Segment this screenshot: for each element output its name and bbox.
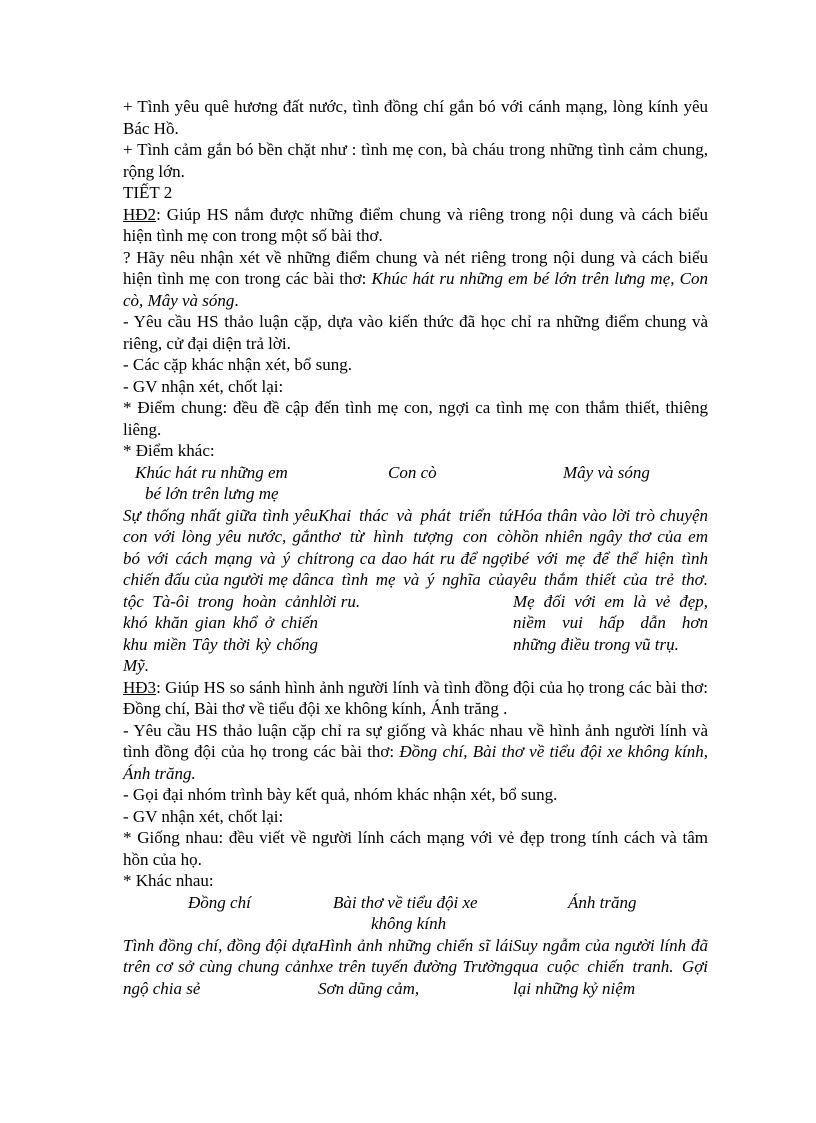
table1-cell-3: Hóa thân vào lời trò chuyện hồn nhiên ngây thơ của em bé với mẹ để thể hiện tình yêu thắm thiết của trẻ thơ. Mẹ đối với em là vẻ đẹp, niềm vui hấp dẫn hơn những điều trong vũ trụ. — [513, 505, 708, 654]
hd3-poems: Đồng chí, Bài thơ về tiểu đội xe không kính, Ánh trăng. — [123, 742, 708, 783]
common-points: * Điểm chung: đều đề cập đến tình mẹ con, ngợi ca tình mẹ con thắm thiết, thiêng liêng. — [123, 398, 708, 439]
table1-header-1: Khúc hát ru những em — [135, 462, 288, 482]
instruction-pairs: - Các cặp khác nhận xét, bổ sung. — [123, 355, 352, 374]
hd3-instruction-text: - Yêu cầu HS thảo luận cặp chỉ ra sự giống và khác nhau về hình ảnh người lính và tình đồng đội của họ trong các bài thơ: — [123, 720, 708, 761]
table2-cell-1: Tình đồng chí, đồng đội dựa trên cơ sở cùng chung cảnh ngộ chia sẻ — [123, 935, 318, 998]
table2-header-1: Đồng chí — [188, 892, 251, 912]
hd2-text: : Giúp HS nắm được những điểm chung và riêng trong nội dung và cách biểu hiện tình mẹ con trong một số bài thơ. — [123, 204, 708, 245]
table1-header-3: Mây và sóng — [563, 462, 650, 482]
table2-header-3: Ánh trăng — [568, 892, 637, 912]
table2-cell-3: Suy ngẫm của người lính đã qua cuộc chiến tranh. Gợi lại những kỷ niệm — [513, 935, 708, 998]
differences-heading: * Điểm khác: — [123, 441, 215, 460]
hd3-differences-heading: * Khác nhau: — [123, 871, 214, 890]
table2-cell-2: Hình ảnh những chiến sĩ lái xe trên tuyến đường Trường Sơn dũng cảm, — [318, 935, 513, 998]
table1-header — [123, 462, 708, 505]
hd3-groups: - Gọi đại nhóm trình bày kết quả, nhóm khác nhận xét, bổ sung. — [123, 785, 558, 804]
question-1-end: . — [234, 290, 239, 310]
table1-cell-1: Sự thống nhất giữa tình yêu con với lòng yêu nước, gắn bó với cách mạng và ý chí chiến đấu của người mẹ dân tộc Tà-ôi trong hoàn cảnh khó khăn gian khổ ở chiến khu miền Tây thời kỳ chống Mỹ. — [123, 505, 318, 675]
paragraph-love-country: + Tình yêu quê hương đất nước, tình đồng chí gắn bó với cánh mạng, lòng kính yêu Bác Hồ. — [123, 97, 708, 138]
table1-header-1-cont: bé lớn trên lưng mẹ — [145, 484, 279, 503]
activity-hd3 — [123, 677, 708, 720]
table1-cell-2: Khai thác và phát triển tứ thơ từ hình tượng con cò trong ca dao hát ru để ngợi ca tình mẹ và ý nghĩa của lời ru. — [318, 505, 513, 611]
hd3-teacher: - GV nhận xét, chốt lại: — [123, 806, 284, 826]
activity-hd2 — [123, 204, 708, 247]
hd2-label: HĐ2 — [123, 204, 157, 224]
table1-header-2: Con cò — [388, 462, 437, 482]
question-1-poems: Khúc hát ru những em bé lớn trên lưng mẹ, Con cò, Mây và sóng — [123, 269, 708, 310]
table2-header — [123, 892, 708, 935]
table2-body — [123, 935, 708, 1000]
question-1-text: ? Hãy nêu nhận xét về những điểm chung và nét riêng trong nội dung và cách biểu hiện tình mẹ con trong các bài thơ: — [123, 247, 708, 288]
paragraph-family-love: + Tình cảm gắn bó bền chặt như : tình mẹ con, bà cháu trong những tình cảm chung, rộng lớn. — [123, 140, 708, 181]
question-1 — [123, 247, 708, 312]
instruction-teacher: - GV nhận xét, chốt lại: — [123, 376, 284, 396]
table2-header-2: Bài thơ về tiểu đội xe — [333, 892, 478, 912]
hd3-label: HĐ3 — [123, 677, 157, 697]
table1-body — [123, 505, 708, 677]
lesson-heading: TIẾT 2 — [123, 183, 173, 202]
hd3-similarities: * Giống nhau: đều viết về người lính cách mạng với vẻ đẹp trong tính cách và tâm hồn của họ. — [123, 828, 708, 869]
table2-header-2-cont: không kính — [371, 914, 447, 933]
hd3-instruction — [123, 720, 708, 785]
hd3-text: : Giúp HS so sánh hình ảnh người lính và tình đồng đội của họ trong các bài thơ: Đồng chí, Bài thơ về tiểu đội xe không kính, Ánh trăng . — [123, 677, 708, 718]
document-page — [123, 96, 708, 999]
instruction-discuss: - Yêu cầu HS thảo luận cặp, dựa vào kiến thức đã học chỉ ra những điểm chung và riêng, cử đại diện trả lời. — [123, 312, 708, 353]
